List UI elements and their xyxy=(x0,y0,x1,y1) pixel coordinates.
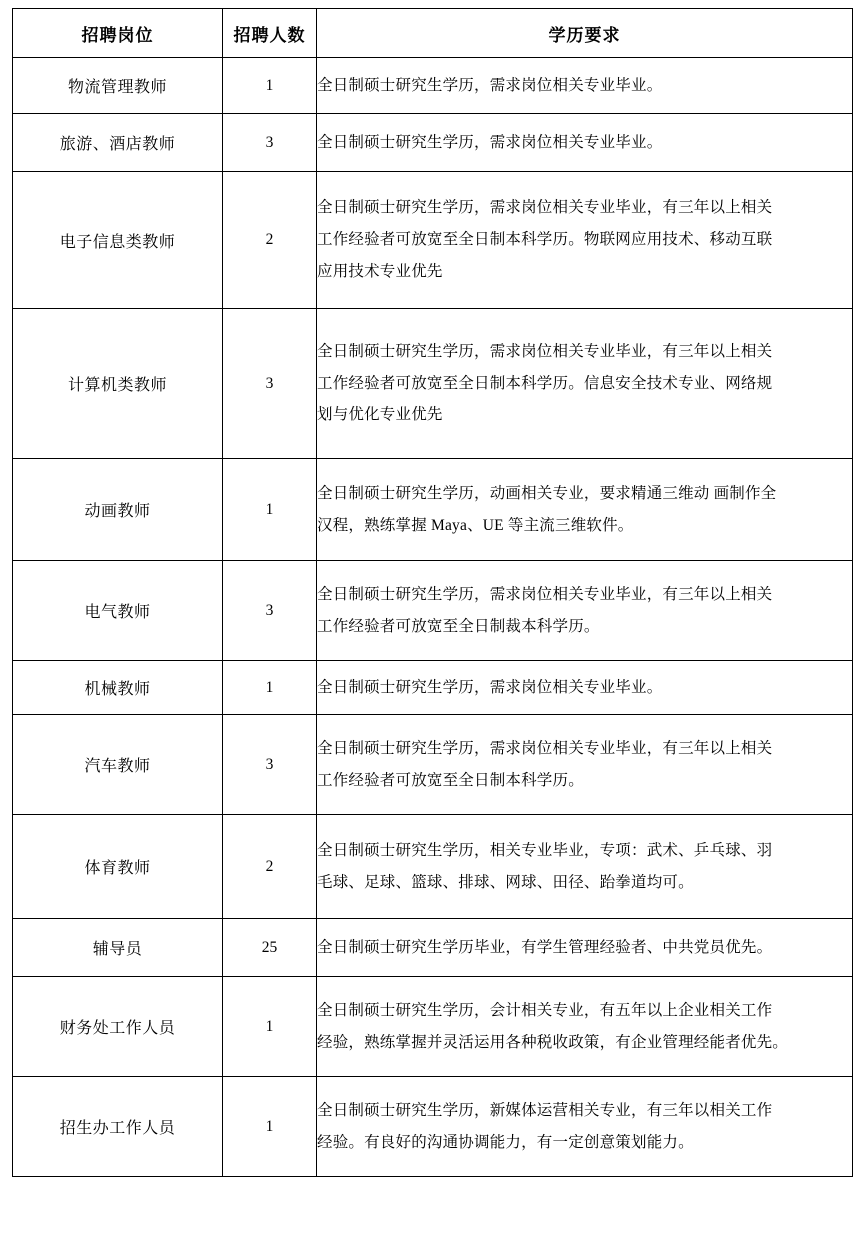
cell-count: 1 xyxy=(223,977,317,1077)
cell-count: 25 xyxy=(223,919,317,977)
cell-post: 动画教师 xyxy=(13,459,223,561)
requirement-line: 经验。有良好的沟通协调能力，有一定创意策划能力。 xyxy=(317,1133,694,1151)
requirement-line: 全日制硕士研究生学历毕业，有学生管理经验者、中共党员优先。 xyxy=(317,938,773,956)
table-row xyxy=(13,561,853,661)
requirement-line: 汉程，熟练掌握 Maya、UE 等主流三维软件。 xyxy=(317,516,634,534)
cell-post: 电气教师 xyxy=(13,561,223,661)
cell-post: 辅导员 xyxy=(13,919,223,977)
cell-post: 旅游、酒店教师 xyxy=(13,114,223,172)
requirement-line: 经验，熟练掌握并灵活运用各种税收政策，有企业管理经能者优先。 xyxy=(317,1033,789,1051)
cell-post: 机械教师 xyxy=(13,661,223,715)
cell-requirement xyxy=(317,919,853,977)
cell-requirement xyxy=(317,561,853,661)
table-row xyxy=(13,58,853,114)
cell-count: 2 xyxy=(223,172,317,309)
requirement-line: 全日制硕士研究生学历，相关专业毕业，专项：武术、乒乓球、羽 xyxy=(317,841,773,859)
cell-post: 体育教师 xyxy=(13,815,223,919)
cell-requirement xyxy=(317,58,853,114)
cell-count: 2 xyxy=(223,815,317,919)
cell-count: 1 xyxy=(223,58,317,114)
cell-requirement xyxy=(317,815,853,919)
table-row xyxy=(13,977,853,1077)
table-row xyxy=(13,661,853,715)
requirement-line: 全日制硕士研究生学历，需求岗位相关专业毕业，有三年以上相关 xyxy=(317,739,773,757)
cell-count: 3 xyxy=(223,715,317,815)
requirement-line: 工作经验者可放宽至全日制本科学历。物联网应用技术、移动互联 xyxy=(317,231,773,249)
requirement-line: 全日制硕士研究生学历，需求岗位相关专业毕业。 xyxy=(317,76,663,94)
cell-post: 招生办工作人员 xyxy=(13,1077,223,1177)
cell-requirement xyxy=(317,172,853,309)
requirement-line: 全日制硕士研究生学历，会计相关专业，有五年以上企业相关工作 xyxy=(317,1001,773,1019)
cell-requirement xyxy=(317,114,853,172)
table-header-row xyxy=(13,9,853,58)
recruitment-table xyxy=(12,8,853,1177)
requirement-line: 全日制硕士研究生学历，需求岗位相关专业毕业，有三年以上相关 xyxy=(317,585,773,603)
table-row xyxy=(13,919,853,977)
requirement-line: 工作经验者可放宽至全日制裁本科学历。 xyxy=(317,617,600,635)
requirement-line: 工作经验者可放宽至全日制本科学历。 xyxy=(317,771,584,789)
table-row xyxy=(13,172,853,309)
cell-post: 电子信息类教师 xyxy=(13,172,223,309)
cell-count: 1 xyxy=(223,661,317,715)
cell-requirement xyxy=(317,977,853,1077)
cell-post: 汽车教师 xyxy=(13,715,223,815)
table-row xyxy=(13,459,853,561)
cell-count: 3 xyxy=(223,114,317,172)
cell-count: 1 xyxy=(223,459,317,561)
table-row xyxy=(13,309,853,459)
cell-post: 财务处工作人员 xyxy=(13,977,223,1077)
table-body xyxy=(13,58,853,1177)
requirement-line: 工作经验者可放宽至全日制本科学历。信息安全技术专业、网络规 xyxy=(317,374,773,392)
table-row xyxy=(13,114,853,172)
table-row xyxy=(13,715,853,815)
cell-post: 计算机类教师 xyxy=(13,309,223,459)
table-header xyxy=(13,9,853,58)
requirement-line: 全日制硕士研究生学历，需求岗位相关专业毕业。 xyxy=(317,678,663,696)
cell-requirement xyxy=(317,1077,853,1177)
cell-post: 物流管理教师 xyxy=(13,58,223,114)
requirement-line: 毛球、足球、篮球、排球、网球、田径、跆拳道均可。 xyxy=(317,873,694,891)
requirement-line: 全日制硕士研究生学历，需求岗位相关专业毕业。 xyxy=(317,133,663,151)
requirement-line: 划与优化专业优先 xyxy=(317,406,443,424)
requirement-line: 全日制硕士研究生学历，新媒体运营相关专业，有三年以相关工作 xyxy=(317,1101,773,1119)
cell-count: 3 xyxy=(223,561,317,661)
cell-requirement xyxy=(317,459,853,561)
cell-requirement xyxy=(317,715,853,815)
table-row xyxy=(13,1077,853,1177)
column-header-requirement: 学历要求 xyxy=(317,9,853,58)
requirement-line: 全日制硕士研究生学历，需求岗位相关专业毕业，有三年以上相关 xyxy=(317,199,773,217)
requirement-line: 全日制硕士研究生学历，需求岗位相关专业毕业，有三年以上相关 xyxy=(317,342,773,360)
cell-count: 1 xyxy=(223,1077,317,1177)
cell-requirement xyxy=(317,309,853,459)
column-header-count: 招聘人数 xyxy=(223,9,317,58)
cell-count: 3 xyxy=(223,309,317,459)
cell-requirement xyxy=(317,661,853,715)
column-header-post: 招聘岗位 xyxy=(13,9,223,58)
requirement-line: 应用技术专业优先 xyxy=(317,262,443,280)
requirement-line: 全日制硕士研究生学历，动画相关专业，要求精通三维动 画制作全 xyxy=(317,484,777,502)
table-row xyxy=(13,815,853,919)
